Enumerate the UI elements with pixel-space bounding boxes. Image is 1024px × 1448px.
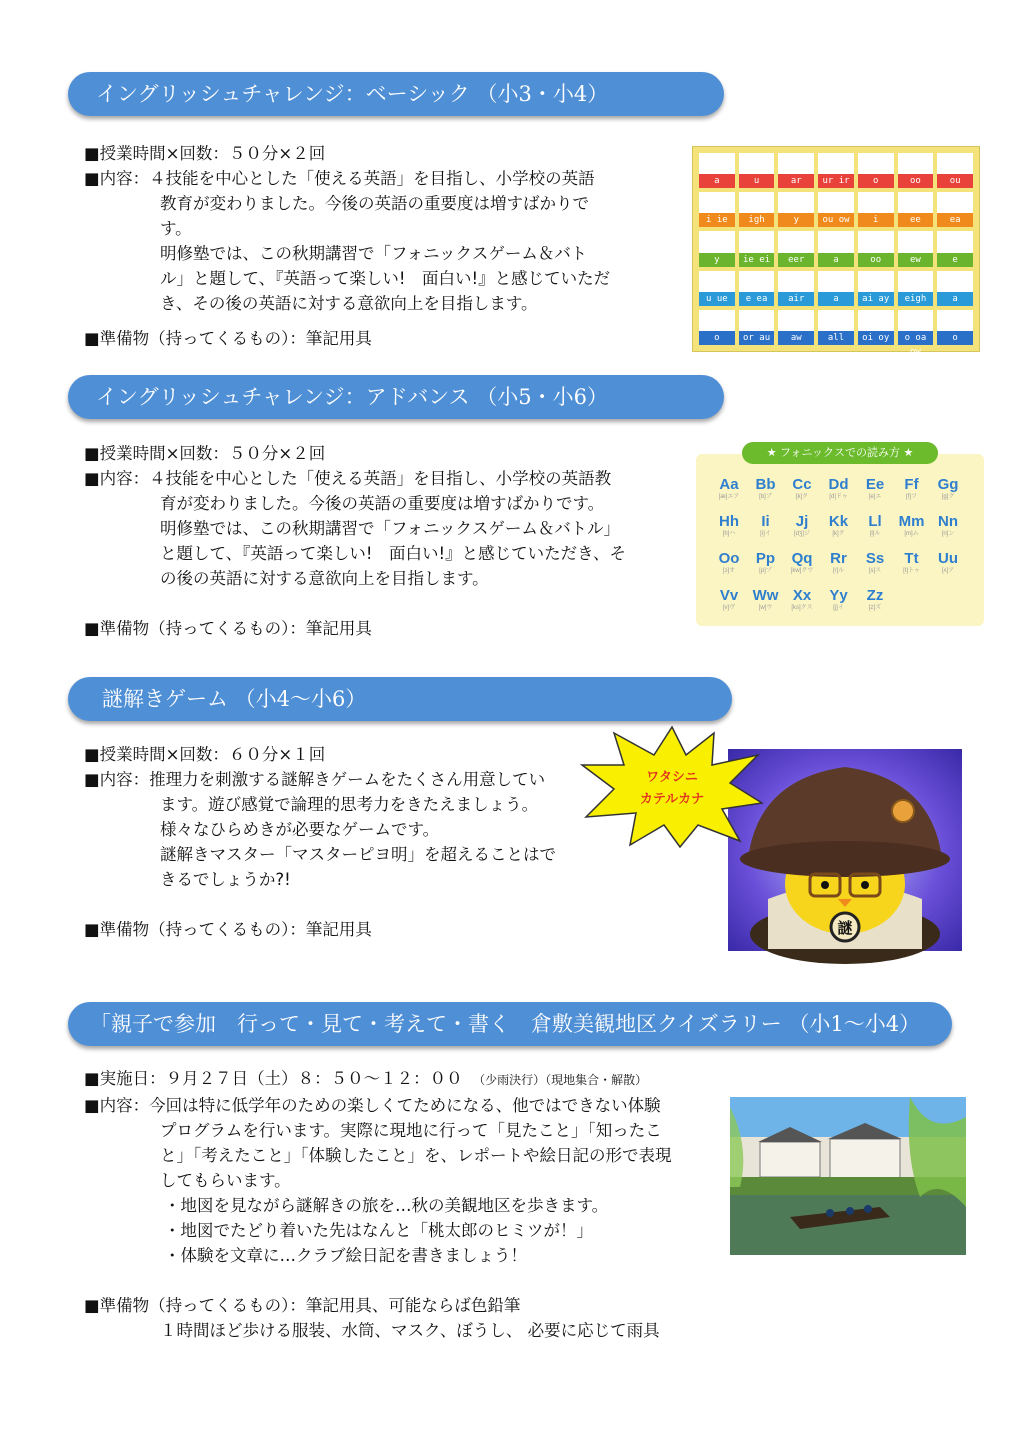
- alphabet-sound: [g]グ: [941, 494, 955, 500]
- event-date-note: （少雨決行）（現地集合・解散）: [479, 1073, 648, 1087]
- lesson-time: ■授業時間×回数：６０分×１回: [84, 745, 326, 764]
- phonics-card: [898, 192, 934, 227]
- alphabet-letter-pair: Ss: [865, 550, 885, 567]
- phonics-card-picture: [937, 192, 973, 213]
- phonics-card-label: ee: [898, 213, 934, 227]
- phonics-card-label: air: [778, 292, 814, 306]
- section-body-quiz-rally: [84, 1066, 734, 1343]
- alphabet-sound: [r]ル: [832, 568, 845, 574]
- alphabet-letter-pair: Xx: [792, 587, 812, 604]
- alphabet-letter: [751, 550, 781, 578]
- content-line: 明修塾では、この秋期講習で「フォニックスゲーム＆バトル」: [160, 519, 621, 538]
- phonics-card: [739, 153, 775, 188]
- alphabet-letter: [933, 476, 963, 504]
- alphabet-letter: [714, 476, 744, 504]
- phonics-card-label: or au: [739, 331, 775, 345]
- phonics-card-label: all: [818, 331, 854, 345]
- phonics-card: [699, 192, 735, 227]
- phonics-card-picture: [898, 310, 934, 331]
- alphabet-letter: [824, 550, 854, 578]
- content-line: 育が変わりました。今後の英語の重要度は増すばかりです。: [160, 494, 605, 513]
- phonics-card-label: ar: [778, 174, 814, 188]
- alphabet-sound: [i]イ: [760, 531, 771, 537]
- alphabet-letter: [860, 513, 890, 541]
- phonics-card: [858, 310, 894, 345]
- burst-text-line1: ワタシニ: [646, 770, 698, 785]
- alphabet-sound: [n]ン: [941, 531, 955, 537]
- phonics-card: [699, 271, 735, 306]
- section-title-quiz-rally: 「親子で参加 行って・見て・考えて・書く 倉敷美観地区クイズラリー （小1～小4）: [68, 1002, 952, 1046]
- alphabet-letter: [824, 587, 854, 615]
- content-line: してもらいます。: [160, 1171, 291, 1190]
- phonics-card-picture: [778, 153, 814, 174]
- alphabet-letter: [933, 550, 963, 578]
- phonics-card: [858, 153, 894, 188]
- phonics-card-picture: [818, 310, 854, 331]
- burst-text-line2: カテルカナ: [639, 792, 705, 807]
- phonics-card-picture: [778, 231, 814, 252]
- content-line: と題して、『英語って楽しい! 面白い!』と感じていただき、そ: [160, 544, 626, 563]
- alphabet-letter: [751, 476, 781, 504]
- phonics-card-label: eigh: [898, 292, 934, 306]
- prep-items: ■準備物（持ってくるもの）：筆記用具: [84, 920, 372, 939]
- phonics-card-label: u ue: [699, 292, 735, 306]
- phonics-card-picture: [778, 271, 814, 292]
- alphabet-letter-pair: Oo: [718, 550, 740, 567]
- phonics-card-picture: [739, 153, 775, 174]
- phonics-card: [818, 231, 854, 266]
- alphabet-letter-pair: Ww: [752, 587, 779, 604]
- phonics-card-picture: [699, 271, 735, 292]
- phonics-card-picture: [937, 310, 973, 331]
- phonics-card-picture: [778, 310, 814, 331]
- event-date-text: ■実施日：９月２７日（土）８：５０～１２：００: [84, 1069, 463, 1088]
- alphabet-letter-pair: Pp: [755, 550, 776, 567]
- phonics-card-picture: [898, 192, 934, 213]
- content-head: ■内容：４技能を中心とした「使える英語」を目指し、小学校の英語: [84, 169, 595, 188]
- alphabet-sound: [ks]クス: [791, 605, 813, 611]
- alphabet-letter-pair: Dd: [828, 476, 849, 493]
- phonics-card-picture: [898, 271, 934, 292]
- alphabet-letter-pair: Yy: [829, 587, 848, 604]
- phonics-card: [778, 153, 814, 188]
- alphabet-letter: [714, 550, 744, 578]
- phonics-card-picture: [937, 271, 973, 292]
- phonics-card: [858, 231, 894, 266]
- phonics-card-label: ie ei: [739, 253, 775, 267]
- phonics-card-picture: [699, 231, 735, 252]
- phonics-card: [778, 231, 814, 266]
- phonics-card-picture: [858, 192, 894, 213]
- content-line: ます。遊び感覚で論理的思考力をきたえましょう。: [160, 795, 539, 814]
- phonics-card-label: ou ow: [818, 213, 854, 227]
- content-head: ■内容：今回は特に低学年のための楽しくてためになる、他ではできない体験: [84, 1096, 661, 1115]
- phonics-card-picture: [699, 310, 735, 331]
- alphabet-sound: [æ]エア: [718, 494, 740, 500]
- phonics-card-label: igh: [739, 213, 775, 227]
- phonics-card: [937, 271, 973, 306]
- phonics-card: [778, 310, 814, 345]
- phonics-card-picture: [818, 271, 854, 292]
- alphabet-letter: [824, 476, 854, 504]
- alphabet-letter-pair: Gg: [937, 476, 959, 493]
- phonics-card-picture: [858, 271, 894, 292]
- phonics-card: [699, 231, 735, 266]
- phonics-card: [818, 153, 854, 188]
- alphabet-sound: [s]ス: [868, 568, 882, 574]
- alphabet-letter: [824, 513, 854, 541]
- phonics-card-label: oo: [858, 253, 894, 267]
- alphabet-letter-pair: Nn: [938, 513, 958, 530]
- content-line: 謎解きマスター「マスターピヨ明」を超えることはで: [160, 845, 556, 864]
- phonics-card-label: y: [699, 253, 735, 267]
- alphabet-sound: [ɔ]オ: [722, 568, 736, 574]
- phonics-card-label: y: [778, 213, 814, 227]
- section-title-basic: イングリッシュチャレンジ：ベーシック （小3・小4）: [68, 72, 724, 116]
- alphabet-letter: [860, 587, 890, 615]
- alphabet-letter-pair: Ii: [761, 513, 770, 530]
- phonics-card-label: i ie: [699, 213, 735, 227]
- phonics-card: [898, 271, 934, 306]
- phonics-card-label: ew: [898, 253, 934, 267]
- alphabet-letter-pair: Ee: [865, 476, 885, 493]
- alphabet-letter-pair: Vv: [719, 587, 739, 604]
- phonics-card-picture: [699, 192, 735, 213]
- alphabet-letter: [751, 513, 781, 541]
- alphabet-poster-image: [696, 446, 984, 626]
- alphabet-letter: [897, 476, 927, 504]
- phonics-card-picture: [937, 153, 973, 174]
- phonics-card: [937, 192, 973, 227]
- phonics-card: [937, 231, 973, 266]
- alphabet-letter-pair: Uu: [938, 550, 958, 567]
- phonics-card-picture: [778, 192, 814, 213]
- phonics-card: [739, 192, 775, 227]
- prep-items: ■準備物（持ってくるもの）：筆記用具、可能ならば色鉛筆: [84, 1296, 521, 1315]
- alphabet-letter: [860, 550, 890, 578]
- phonics-card: [778, 271, 814, 306]
- phonics-card-picture: [739, 310, 775, 331]
- phonics-card-picture: [858, 231, 894, 252]
- phonics-card: [937, 310, 973, 345]
- alphabet-letter: [787, 513, 817, 541]
- alphabet-letter-pair: Kk: [828, 513, 849, 530]
- alphabet-letter-pair: Tt: [904, 550, 919, 567]
- alphabet-sound: [l]ル: [869, 531, 881, 537]
- phonics-card-label: o oa ow: [898, 331, 934, 345]
- phonics-card: [818, 192, 854, 227]
- alphabet-letter-pair: Zz: [866, 587, 884, 604]
- phonics-card-label: u: [739, 174, 775, 188]
- phonics-card-label: a: [818, 292, 854, 306]
- phonics-card-label: o: [699, 331, 735, 345]
- phonics-card-picture: [937, 231, 973, 252]
- alphabet-letter-pair: Rr: [830, 550, 847, 567]
- alphabet-letter: [751, 587, 781, 615]
- section-body-riddle: [84, 742, 644, 942]
- phonics-card-picture: [858, 153, 894, 174]
- phonics-card-picture: [818, 192, 854, 213]
- content-line: ル」と題して、『英語って楽しい! 面白い!』と感じていただ: [160, 269, 611, 288]
- alphabet-letter: [897, 513, 927, 541]
- alphabet-sound: [z]ズ: [868, 605, 882, 611]
- alphabet-letter: [714, 513, 744, 541]
- phonics-card: [937, 153, 973, 188]
- lesson-time: ■授業時間×回数：５０分×２回: [84, 144, 326, 163]
- phonics-card-label: oo: [898, 174, 934, 188]
- phonics-card-label: a: [937, 292, 973, 306]
- phonics-card-picture: [898, 231, 934, 252]
- phonics-card-label: oi oy: [858, 331, 894, 345]
- badge-text: 謎: [837, 919, 853, 937]
- alphabet-sound: [e]エ: [868, 494, 882, 500]
- content-line: 教育が変わりました。今後の英語の重要度は増すばかりで: [160, 194, 589, 213]
- alphabet-letter: [787, 550, 817, 578]
- alphabet-sound: [f]フ: [905, 494, 917, 500]
- phonics-card: [739, 310, 775, 345]
- phonics-card-picture: [818, 153, 854, 174]
- phonics-card-picture: [699, 153, 735, 174]
- phonics-card-picture: [739, 271, 775, 292]
- section-title-riddle: 謎解きゲーム （小4～小6）: [68, 677, 732, 721]
- phonics-card: [898, 310, 934, 357]
- content-line: きるでしょうか?!: [160, 870, 291, 889]
- phonics-poster-image: [692, 146, 980, 357]
- phonics-card-label: ea: [937, 213, 973, 227]
- content-line: 様々なひらめきが必要なゲームです。: [160, 820, 440, 839]
- alphabet-sound: [d]ドゥ: [829, 494, 848, 500]
- phonics-card-label: ou: [937, 174, 973, 188]
- phonics-card-label: eer: [778, 253, 814, 267]
- content-line: の後の英語に対する意欲向上を目指します。: [160, 569, 489, 588]
- phonics-card-picture: [739, 192, 775, 213]
- alphabet-sound: [j]イ: [833, 605, 844, 611]
- alphabet-letter-pair: Mm: [898, 513, 925, 530]
- lesson-time: ■授業時間×回数：５０分×２回: [84, 444, 326, 463]
- alphabet-sound: [b]ブ: [759, 494, 772, 500]
- phonics-card-label: ai ay: [858, 292, 894, 306]
- phonics-card: [699, 153, 735, 188]
- phonics-card: [858, 192, 894, 227]
- phonics-card-label: o: [858, 174, 894, 188]
- alphabet-letter-pair: Hh: [719, 513, 739, 530]
- alphabet-sound: [w]ウ: [758, 605, 773, 611]
- alphabet-sound: [kw]クワ: [790, 568, 814, 574]
- alphabet-letter: [933, 513, 963, 541]
- prep-items: ■準備物（持ってくるもの）：筆記用具: [84, 329, 372, 348]
- alphabet-sound: [k]ク: [795, 494, 809, 500]
- alphabet-sound: [v]ヴ: [722, 605, 736, 611]
- alphabet-letter: [714, 587, 744, 615]
- section-body-basic: [84, 141, 674, 348]
- phonics-card-label: i: [858, 213, 894, 227]
- phonics-card-label: a: [818, 253, 854, 267]
- phonics-card-picture: [818, 231, 854, 252]
- bullet-item: ・体験を文章に…クラブ絵日記を書きましょう！: [164, 1246, 527, 1265]
- bullet-item: ・地図でたどり着いた先はなんと「桃太郎のヒミツが！」: [164, 1221, 593, 1240]
- content-line: プログラムを行います。実際に現地に行って「見たこと」「知ったこ: [160, 1121, 662, 1140]
- alphabet-letter-pair: Bb: [755, 476, 776, 493]
- phonics-card: [818, 310, 854, 345]
- alphabet-sound: [h]ハ: [722, 531, 736, 537]
- section-title-advance: イングリッシュチャレンジ：アドバンス （小5・小6）: [68, 375, 724, 419]
- speech-burst: [580, 725, 764, 849]
- alphabet-letter-pair: Qq: [791, 550, 813, 567]
- alphabet-letter-pair: Aa: [719, 476, 739, 493]
- alphabet-sound: [p]プ: [759, 568, 772, 574]
- phonics-card: [858, 271, 894, 306]
- content-line: と」「考えたこと」「体験したこと」を、レポートや絵日記の形で表現: [160, 1146, 672, 1165]
- kurashiki-canal-photo: [730, 1097, 966, 1255]
- alphabet-sound: [m]ム: [904, 531, 919, 537]
- content-line: 明修塾では、この秋期講習で「フォニックスゲーム＆バト: [160, 244, 588, 263]
- phonics-card: [739, 231, 775, 266]
- phonics-card: [818, 271, 854, 306]
- prep-items-extra: １時間ほど歩ける服装、水筒、マスク、ぼうし、 必要に応じて雨具: [160, 1321, 660, 1340]
- alphabet-letter-pair: Ll: [868, 513, 882, 530]
- content-head: ■内容：４技能を中心とした「使える英語」を目指し、小学校の英語教: [84, 469, 612, 488]
- alphabet-letter: [787, 587, 817, 615]
- alphabet-sound: [ʌ]ア: [941, 568, 955, 574]
- alphabet-letter: [787, 476, 817, 504]
- event-date: [84, 1066, 734, 1093]
- section-body-advance: [84, 441, 684, 641]
- alphabet-letter-pair: Cc: [792, 476, 812, 493]
- phonics-card: [898, 153, 934, 188]
- phonics-card-label: aw: [778, 331, 814, 345]
- content-line: き、その後の英語に対する意欲向上を目指します。: [160, 294, 538, 313]
- phonics-card: [739, 271, 775, 306]
- phonics-card-label: o: [937, 331, 973, 345]
- alphabet-letter-pair: Jj: [795, 513, 809, 530]
- alphabet-letter: [860, 476, 890, 504]
- prep-items: ■準備物（持ってくるもの）：筆記用具: [84, 619, 372, 638]
- alphabet-sound: [t]トゥ: [903, 568, 920, 574]
- content-line: す。: [160, 219, 192, 238]
- phonics-card-picture: [739, 231, 775, 252]
- bullet-item: ・地図を見ながら謎解きの旅を…秋の美観地区を歩きます。: [164, 1196, 609, 1215]
- alphabet-sound: [dʒ]ジ: [794, 531, 810, 537]
- phonics-card-label: e ea: [739, 292, 775, 306]
- phonics-card-picture: [898, 153, 934, 174]
- alphabet-letter-pair: Ff: [904, 476, 919, 493]
- phonics-card-label: a: [699, 174, 735, 188]
- alphabet-sound: [k]ク: [832, 531, 845, 537]
- phonics-card-picture: [858, 310, 894, 331]
- alphabet-poster-title: ★ フォニックスでの読み方 ★: [742, 442, 938, 464]
- phonics-card: [778, 192, 814, 227]
- phonics-card: [699, 310, 735, 345]
- phonics-card-label: ur ir: [818, 174, 854, 188]
- content-head: ■内容：推理力を刺激する謎解きゲームをたくさん用意してい: [84, 770, 546, 789]
- phonics-card: [898, 231, 934, 266]
- phonics-card-label: e: [937, 253, 973, 267]
- alphabet-letter: [897, 550, 927, 578]
